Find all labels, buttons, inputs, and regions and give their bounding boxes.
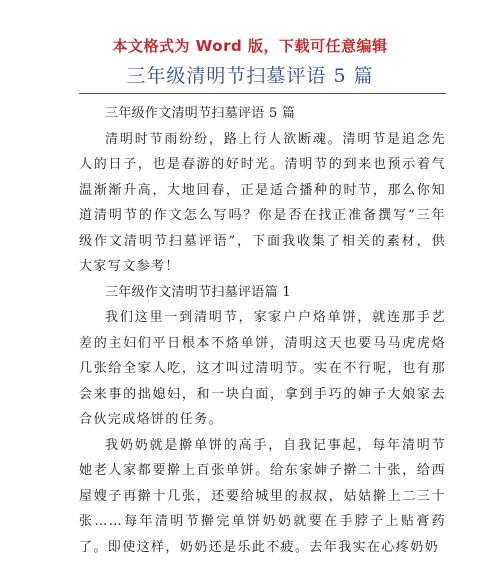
body-paragraph: 我奶奶就是擀单饼的高手，自我记事起，每年清明节她老人家都要擀上百张单饼。给东家婶子擀二十张，给西屋嫂子再擀十几张，还要给城里的叔叔，姑姑擀上二三十张……每年清明节擀完单饼奶奶就要在手脖子上贴膏药了。即使这样，奶奶还是乐此不疲。去年我实在心疼奶奶 [79,437,446,555]
document-body [79,101,446,560]
section-heading: 三年级作文清明节扫墓评语篇 1 [105,284,291,300]
document-title: 三年级清明节扫墓评语 5 篇 [126,65,374,87]
title-divider [79,93,446,94]
intro-paragraph: 清明时节雨纷纷，路上行人欲断魂。清明节是追念先人的日子，也是春游的好时光。清明节的到来也预示着气温渐渐升高，大地回春，正是适合播种的时节，那么你知道清明节的作文怎么写吗？你是否在找正准备撰写“三年级作文清明节扫墓评语”，下面我收集了相关的素材，供大家写文参考！ [79,131,446,274]
format-banner: 本文格式为 Word 版，下载可任意编辑 [112,37,388,55]
article-heading: 三年级作文清明节扫墓评语 5 篇 [105,106,296,121]
body-paragraph: 我们这里一到清明节，家家户户烙单饼，就连那手艺差的主妇们平日根本不烙单饼，清明这天也要马马虎虎烙几张给全家人吃，这才叫过清明节。实在不行呢，也有那会来事的拙媳妇，和一块白面，拿到手巧的婶子大娘家去合伙完成烙饼的任务。 [79,310,446,427]
